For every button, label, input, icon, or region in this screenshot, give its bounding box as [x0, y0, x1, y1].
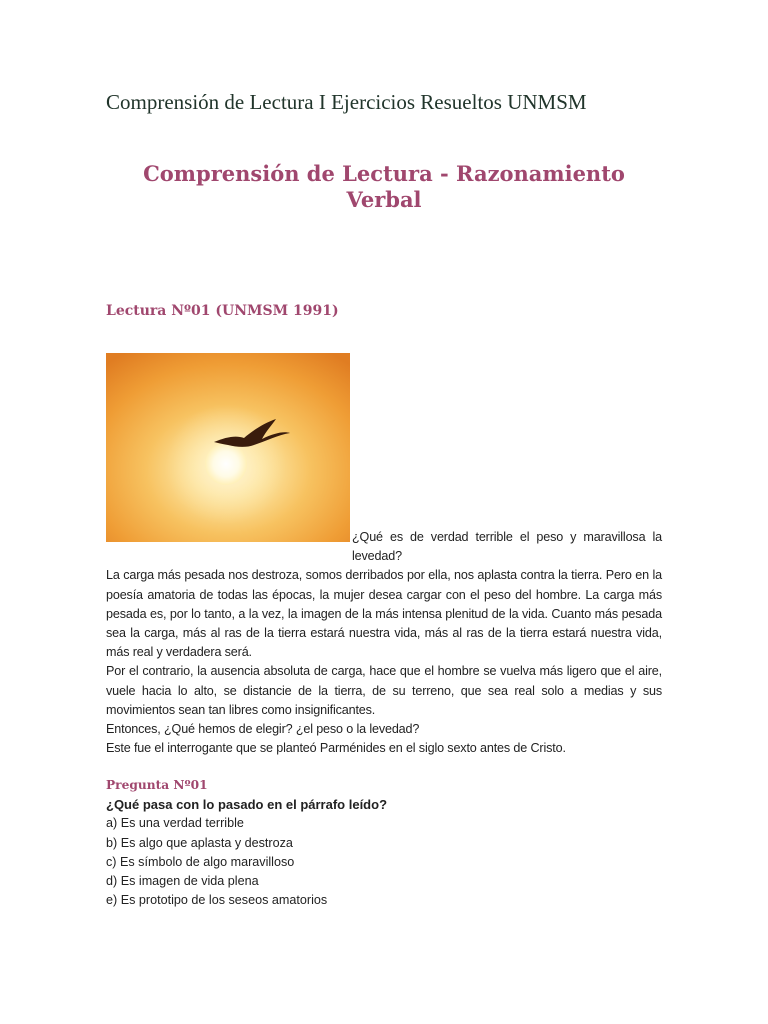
answer-option: b) Es algo que aplasta y destroza [106, 835, 293, 850]
answer-option: d) Es imagen de vida plena [106, 874, 259, 889]
question-label: Pregunta Nº01 [106, 778, 208, 792]
answer-option: c) Es símbolo de algo maravilloso [106, 854, 295, 869]
answer-options [106, 814, 662, 910]
paragraph-body: La carga más pesada nos destroza, somos derribados por ella, nos aplasta contra la tierra. Pero en la poesía amatoria de todas las épocas, la mujer desea cargar con el peso del hombre. La carga más pesada es, por lo tanto, a la vez, la imagen de la más intensa plenitud de la vida. Cuanto más pesada sea la carga, más al ras de la tierra estará nuestra vida, más al ras de la tierra estará nuestra vida, más real y verdadera será. [106, 568, 662, 660]
paragraph-body: Entonces, ¿Qué hemos de elegir? ¿el peso o la levedad? [106, 722, 420, 737]
question-text: ¿Qué pasa con lo pasado en el párrafo leído? [106, 797, 388, 813]
answer-option: a) Es una verdad terrible [106, 816, 244, 831]
sunset-bird-photo [106, 353, 350, 542]
reading-heading: Lectura Nº01 (UNMSM 1991) [106, 303, 339, 319]
section-title: Comprensión de Lectura - Razonamiento Verbal [143, 161, 625, 212]
question-block [106, 776, 662, 910]
paragraph-body: Por el contrario, la ausencia absoluta de carga, hace que el hombre se vuelva más ligero que el aire, vuele hacia lo alto, se distancie de la tierra, de su terreno, que sea real solo a medias y sus movimientos sean tan libres como insignificantes. [106, 664, 662, 717]
paragraph-question: ¿Qué es de verdad terrible el peso y maravillosa la levedad? [352, 530, 662, 564]
answer-option: e) Es prototipo de los seseos amatorios [106, 893, 328, 908]
document-title: Comprensión de Lectura I Ejercicios Resueltos UNMSM [106, 90, 587, 114]
reading-text [106, 528, 662, 758]
paragraph-body: Este fue el interrogante que se planteó Parménides en el siglo sexto antes de Cristo. [106, 741, 566, 756]
